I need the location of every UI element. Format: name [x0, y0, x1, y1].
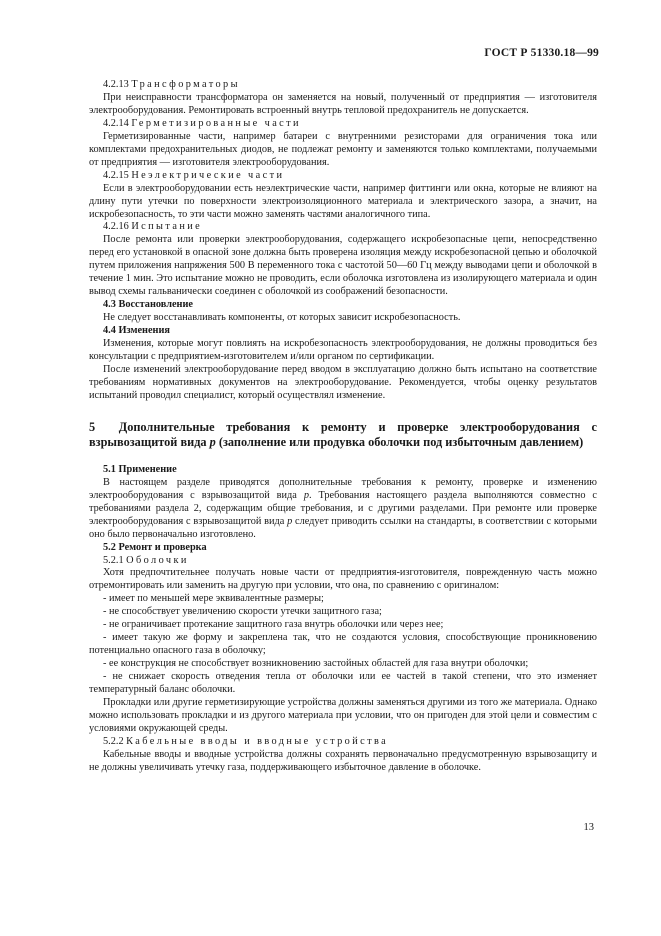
document-body — [89, 79, 597, 775]
section-title: 5 Дополнительные требования к ремонту и проверке электрооборудования с взрывозащитой вида p (заполнение или продувка оболочки под избыточным давлением) — [89, 419, 597, 450]
subsection-heading: 5.1 Применение — [103, 463, 177, 475]
list-item: - ее конструкция не способствует возникновению застойных областей для газа внутри оболочки; — [103, 658, 529, 670]
paragraph: При неисправности трансформатора он заменяется на новый, полученный от предприятия — изготовителя электрооборудования. Ремонтировать встроенный внутрь тепловой предохранитель не допускается. — [89, 91, 597, 116]
page-number: 13 — [583, 822, 594, 833]
clause-heading: 5.2.2 Кабельные вводы и вводные устройства — [103, 735, 389, 747]
paragraph: Кабельные вводы и вводные устройства должны сохранять первоначально предусмотренную взрывозащиту и не должны увеличивать утечку газа, поддерживающего избыточное давление в оболочке. — [89, 748, 597, 773]
clause-heading: 5.2.1 Оболочки — [103, 554, 189, 566]
paragraph: Герметизированные части, например батареи с внутренними резисторами для ограничения тока или комплектами предохранительных диодов, не подлежат ремонту и заменяются только комплектами, получаемыми от предприятия — изготовителя электрооборудования. — [89, 130, 597, 168]
subsection-heading: 4.3 Восстановление — [103, 299, 193, 311]
subsection-heading: 4.4 Изменения — [103, 325, 170, 337]
paragraph: Изменения, которые могут повлиять на искробезопасность электрооборудования, не должны проводиться без консультации с предприятием-изготовителем и/или органом по сертификации. — [89, 338, 597, 363]
paragraph: После изменений электрооборудование перед вводом в эксплуатацию должно быть испытано на соответствие требованиям нормативных документов на электрооборудование. Рекомендуется, чтобы оценку результатов испытаний проводил специалист, который осуществлял изменение. — [89, 363, 597, 401]
list-item: - имеет такую же форму и закреплена так, что не создаются условия, способствующие проникновению потенциально опасного газа в оболочку; — [89, 632, 597, 657]
paragraph: Если в электрооборудовании есть неэлектрические части, например фиттинги или окна, которые не влияют на длину пути утечки по поверхности электроизоляционного материала и электрического зазора, а значит, на искробезопасность, то эти части можно заменять частями аналогичного типа. — [89, 182, 597, 220]
clause-heading: 4.2.16 Испытание — [103, 221, 203, 233]
list-item: - не ограничивает протекание защитного газа внутрь оболочки или через нее; — [103, 619, 444, 631]
paragraph: В настоящем разделе приводятся дополнительные требования к ремонту, проверке и изменению электрооборудования с взрывозащитой вида p. Требования настоящего раздела выполняются совместно с требованиями раздела 2, содержащим общие требования, и с другими разделами. При ремонте или проверке электрооборудования с взрывозащитой вида p следует приводить ссылки на стандарты, в соответствии с которыми оно было первоначально изготовлено. — [89, 476, 597, 540]
clause-heading: 4.2.13 Трансформаторы — [103, 79, 240, 90]
paragraph: Прокладки или другие герметизирующие устройства должны заменяться другими из того же материала. Однако можно использовать прокладки и из другого материала при условии, что он пригоден для этой цели и совместим с условиями окружающей среды. — [89, 696, 597, 734]
clause-heading: 4.2.15 Неэлектрические части — [103, 169, 285, 181]
subsection-heading: 5.2 Ремонт и проверка — [103, 541, 207, 553]
paragraph: Не следует восстанавливать компоненты, от которых зависит искробезопасность. — [103, 312, 461, 324]
paragraph: Хотя предпочтительнее получать новые части от предприятия-изготовителя, поврежденную часть можно отремонтировать или заменить на другую при условии, что она, по сравнению с оригиналом: — [89, 567, 597, 592]
clause-heading: 4.2.14 Герметизированные части — [103, 117, 301, 129]
paragraph: После ремонта или проверки электрооборудования, содержащего искробезопасные цепи, непосредственно перед его установкой в опасной зоне должна быть проверена изоляция между искробезопасной цепью и оболочкой путем приложения напряжения 500 В переменного тока с частотой 50—60 Гц между выводами цепи и оболочкой в течение 1 мин. Это испытание можно не проводить, если оболочка изготовлена из изолирующего материала и один вывод схемы гальванически соединен с оболочкой из соображений безопасности. — [89, 234, 597, 298]
standard-header: ГОСТ Р 51330.18—99 — [484, 47, 599, 59]
list-item: - не способствует увеличению скорости утечки защитного газа; — [103, 606, 382, 618]
list-item: - не снижает скорость отведения тепла от оболочки или ее частей в такой степени, что это изменяет температурный баланс оболочки. — [89, 671, 597, 696]
list-item: - имеет по меньшей мере эквивалентные размеры; — [103, 593, 324, 605]
